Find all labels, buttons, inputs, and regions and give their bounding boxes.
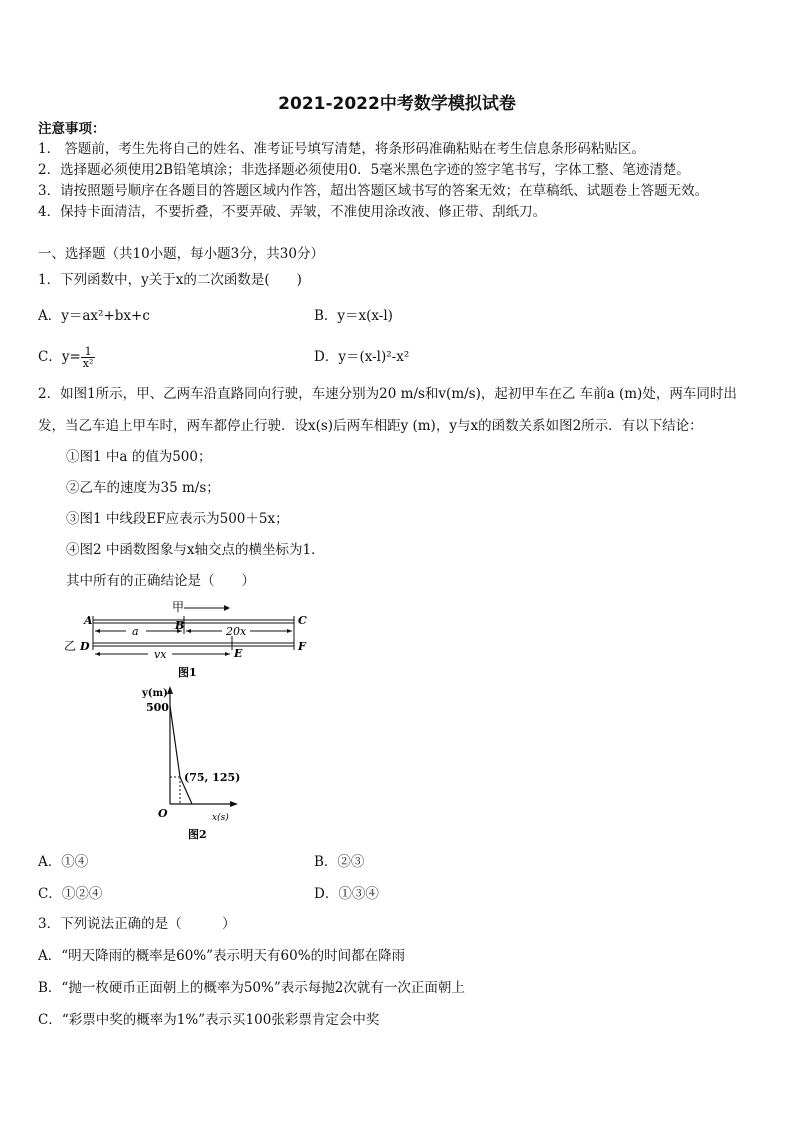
q2-option-c: C．①②④	[38, 886, 103, 902]
q3-option-c: C．“彩票中奖的概率为1%”表示买100张彩票肯定会中奖	[38, 1012, 380, 1028]
label-20x: 20x	[226, 625, 247, 638]
arrow-right-icon	[230, 801, 238, 807]
label-F: F	[298, 640, 306, 653]
fraction	[81, 346, 96, 369]
section-heading: 一、选择题（共10小题，每小题3分，共30分）	[38, 246, 324, 262]
arrow-left-icon	[95, 629, 100, 633]
page-title: 2021-2022中考数学模拟试卷	[278, 94, 516, 114]
label-a: a	[132, 625, 139, 638]
label-B: B	[175, 619, 185, 632]
q2-statement-2: ②乙车的速度为35 m/s；	[66, 480, 220, 496]
arrow-right-icon	[287, 629, 292, 633]
figure-2	[138, 684, 258, 842]
arrow-up-icon	[167, 686, 173, 694]
q1-option-d: D．y＝(x-l)²-x²	[314, 349, 410, 365]
function-graph	[170, 706, 192, 804]
label-yi: 乙	[64, 639, 77, 653]
notice-item-3: 3．请按照题号顺序在各题目的答题区域内作答，超出答题区域书写的答案无效；在草稿纸、试题卷上答题无效。	[38, 183, 709, 199]
q3-stem: 3．下列说法正确的是（ ）	[38, 916, 236, 932]
notice-item-2: 2．选择题必须使用2B铅笔填涂；非选择题必须使用0．5毫米黑色字迹的签字笔书写，字体工整、笔迹清楚。	[38, 162, 690, 178]
q1-option-c	[38, 346, 95, 369]
label-E: E	[234, 647, 243, 660]
q2-statement-1: ①图1 中a 的值为500；	[66, 449, 212, 465]
q1-stem: 1．下列函数中，y关于x的二次函数是( )	[38, 272, 302, 288]
notice-heading: 注意事项：	[38, 121, 106, 137]
figure-1-caption: 图1	[178, 666, 197, 679]
figure-1	[60, 598, 320, 680]
x-axis-label: x(s)	[212, 813, 229, 823]
q3-option-b: B．“抛一枚硬币正面朝上的概率为50%”表示每抛2次就有一次正面朝上	[38, 980, 465, 996]
q2-stem-line1: 2．如图1所示，甲、乙两车沿直路同向行驶，车速分别为20 m/s和v(m/s)，起初甲车在乙 车前a (m)处，两车同时出	[38, 386, 737, 402]
q2-ask: 其中所有的正确结论是（ ）	[66, 573, 255, 589]
label-jia: 甲	[172, 600, 185, 614]
arrow-left-icon	[95, 652, 100, 656]
figure-2-caption: 图2	[188, 828, 207, 841]
y-axis-label: y(m)	[142, 688, 168, 699]
notice-item-1: 1． 答题前，考生先将自己的姓名、准考证号填写清楚，将条形码准确粘贴在考生信息条形码粘贴区。	[38, 141, 645, 157]
notice-item-4: 4．保持卡面清洁，不要折叠，不要弄破、弄皱，不准使用涂改液、修正带、刮纸刀。	[38, 204, 547, 220]
origin-label: O	[158, 807, 168, 820]
q1-option-a: A．y＝ax²+bx+c	[38, 308, 150, 324]
label-D: D	[80, 640, 90, 653]
fraction-numerator: 1	[81, 346, 96, 358]
arrow-right-icon	[225, 652, 230, 656]
q2-option-d: D．①③④	[314, 886, 379, 902]
point-label: (75, 125)	[184, 771, 241, 784]
label-C: C	[298, 614, 307, 627]
q2-stem-line2: 发，当乙车追上甲车时，两车都停止行驶．设x(s)后两车相距y (m)，y与x的函数关系如图2所示．有以下结论：	[38, 418, 703, 434]
q2-option-a: A．①④	[38, 854, 89, 870]
fraction-denominator: x²	[82, 357, 94, 370]
arrow-left-icon	[186, 629, 191, 633]
arrow-right-icon	[224, 605, 230, 611]
q3-option-a: A．“明天降雨的概率是60%”表示明天有60%的时间都在降雨	[38, 948, 406, 964]
q2-option-b: B．②③	[314, 854, 365, 870]
y-tick-500: 500	[146, 701, 169, 714]
q1-option-b: B．y＝x(x-l)	[314, 308, 393, 324]
label-vx: vx	[154, 648, 167, 661]
q1-option-c-prefix: C．y=	[38, 349, 81, 365]
q2-statement-3: ③图1 中线段EF应表示为500＋5x；	[66, 511, 289, 527]
q2-statement-4: ④图2 中函数图象与x轴交点的横坐标为1．	[66, 542, 325, 558]
label-A: A	[84, 614, 93, 627]
